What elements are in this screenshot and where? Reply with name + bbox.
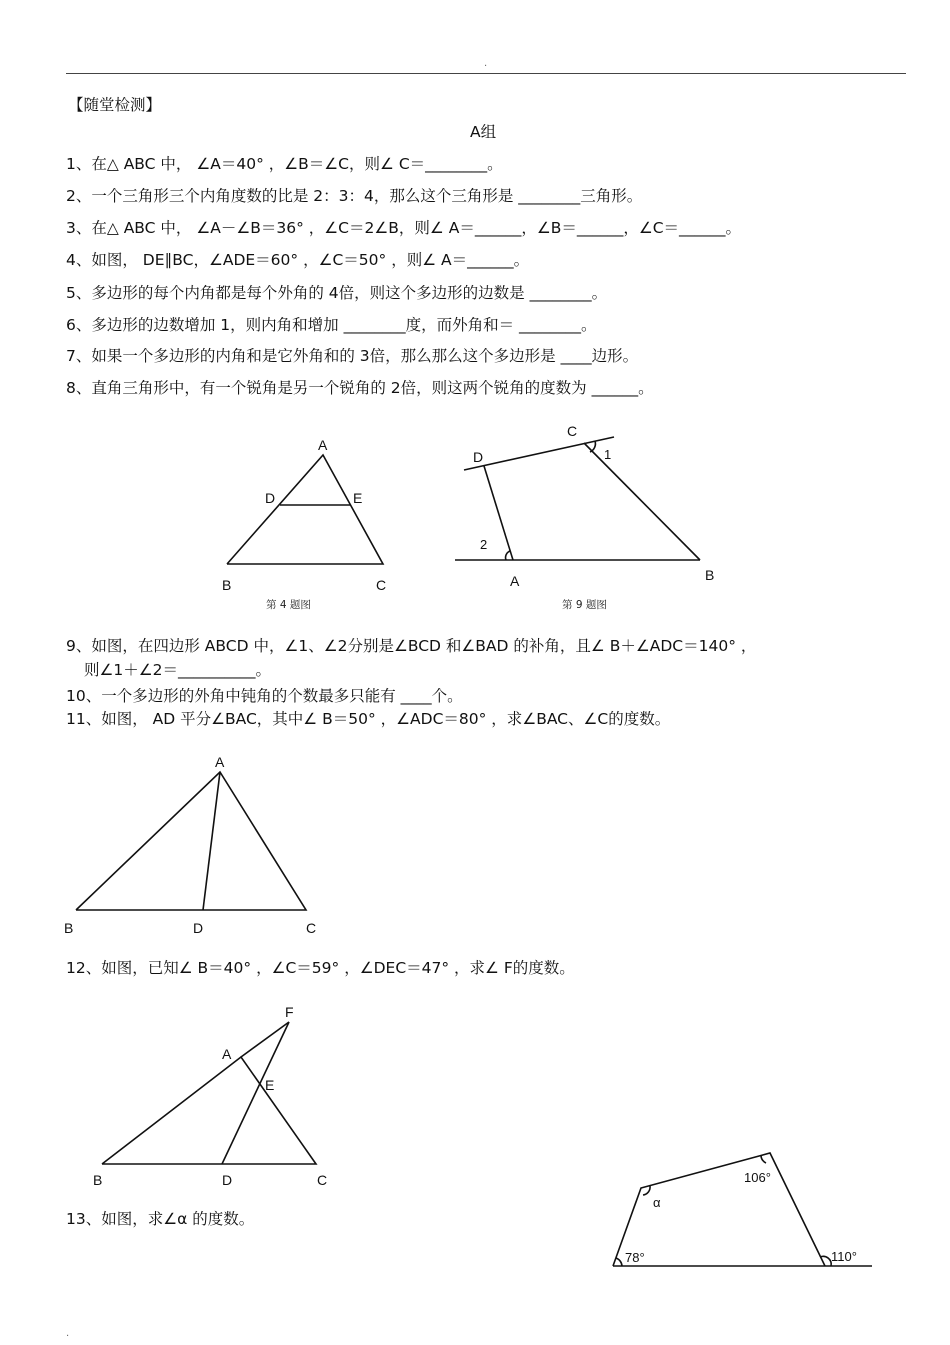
question-9-line-2: 则∠1＋∠2＝__________。 [84,661,272,679]
fig12-label-f: F [285,1004,294,1020]
question-6: 6、多边形的边数增加 1，则内角和增加 ________度，而外角和＝ ________。 [66,316,597,334]
question-13: 13、如图，求∠α 的度数。 [66,1210,255,1228]
fig11-label-a: A [215,754,225,770]
fig4-label-d: D [265,490,276,506]
group-title: A组 [470,123,497,141]
fig11-label-b: B [64,920,74,936]
question-5: 5、多边形的每个内角都是每个外角的 4倍，则这个多边形的边数是 ________。 [66,284,608,302]
fig9-label-d: D [473,449,484,465]
fig13-label-106: 106° [744,1170,771,1185]
fig4-label-e: E [353,490,363,506]
question-10: 10、一个多边形的外角中钝角的个数最多只能有 ____个。 [66,687,463,705]
question-7: 7、如果一个多边形的内角和是它外角和的 3倍，那么那么这个多边形是 ____边形。 [66,347,639,365]
fig11-label-c: C [306,920,317,936]
fig9-label-c: C [567,423,578,439]
fig9-caption: 第 9 题图 [562,599,607,611]
fig12-label-d: D [222,1172,233,1188]
fig9-label-b: B [705,567,715,583]
section-title: 【随堂检测】 [68,96,162,114]
footer-dot: . [66,1328,70,1339]
fig13-label-78: 78° [625,1250,645,1265]
question-1: 1、在△ ABC 中， ∠A＝40° ，∠B＝∠C，则∠ C＝________。 [66,155,503,173]
fig4-caption: 第 4 题图 [266,599,311,611]
question-8: 8、直角三角形中，有一个锐角是另一个锐角的 2倍，则这两个锐角的度数为 ______。 [66,379,654,397]
fig12-label-c: C [317,1172,328,1188]
fig4-label-b: B [222,577,232,593]
question-2: 2、一个三角形三个内角度数的比是 2：3：4，那么这个三角形是 ________三角形。 [66,187,643,205]
fig12-label-b: B [93,1172,103,1188]
fig9-angle-2: 2 [480,537,488,552]
header-dot: . [484,58,488,69]
fig4-label-c: C [376,577,387,593]
fig13-label-110: 110° [831,1249,857,1264]
fig13-label-alpha: α [653,1195,661,1210]
question-11: 11、如图， AD 平分∠BAC，其中∠ B＝50° ，∠ADC＝80° ，求∠BAC、∠C的度数。 [66,710,671,728]
question-3: 3、在△ ABC 中， ∠A－∠B＝36° ，∠C＝2∠B，则∠ A＝______，∠B＝______，∠C＝______。 [66,219,742,237]
fig12-label-e: E [265,1077,275,1093]
question-9-line-1: 9、如图，在四边形 ABCD 中，∠1、∠2分别是∠BCD 和∠BAD 的补角，且∠ B＋∠ADC＝140° ， [66,637,757,655]
fig12-label-a: A [222,1046,232,1062]
question-4: 4、如图， DE∥BC，∠ADE＝60° ，∠C＝50° ，则∠ A＝______。 [66,251,530,269]
fig4-label-a: A [318,437,328,453]
question-12: 12、如图，已知∠ B＝40° ，∠C＝59° ，∠DEC＝47° ，求∠ F的度数。 [66,959,575,977]
fig9-angle-1: 1 [604,447,612,462]
fig9-label-a: A [510,573,520,589]
fig11-label-d: D [193,920,204,936]
